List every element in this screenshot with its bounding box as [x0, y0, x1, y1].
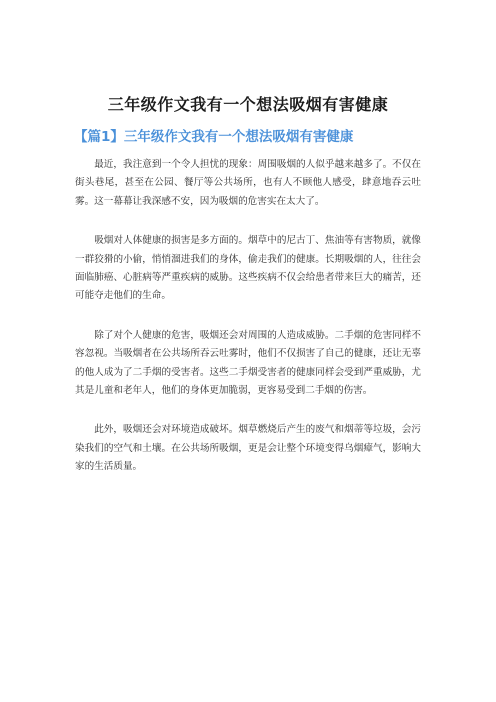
paragraph: 除了对个人健康的危害，吸烟还会对周围的人造成威胁。二手烟的危害同样不容忽视。当吸烟者在公共场所吞云吐雾时，他们不仅损害了自己的健康，还让无辜的他人成为了二手烟的受害者。这些二手烟受害者的健康同样会受到严重威胁，尤其是儿童和老年人，他们的身体更加脆弱，更容易受到二手烟的伤害。 [75, 329, 421, 397]
section-heading [74, 125, 353, 145]
paragraph: 最近，我注意到一个令人担忧的现象：周围吸烟的人似乎越来越多了。不仅在街头巷尾，甚至在公园、餐厅等公共场所，也有人不顾他人感受，肆意地吞云吐雾。这一幕幕让我深感不安，因为吸烟的危害实在太大了。 [75, 159, 421, 207]
paragraph: 此外，吸烟还会对环境造成破坏。烟草燃烧后产生的废气和烟蒂等垃圾，会污染我们的空气和土壤。在公共场所吸烟，更是会让整个环境变得乌烟瘴气，影响大家的生活质量。 [75, 424, 421, 473]
section-heading-text: 三年级作文我有一个想法吸烟有害健康 [123, 129, 354, 145]
section-tag: 【篇1】 [74, 129, 124, 145]
document-body [75, 156, 421, 498]
document-title: 三年级作文我有一个想法吸烟有害健康 [107, 95, 389, 114]
paragraph: 吸烟对人体健康的损害是多方面的。烟草中的尼古丁、焦油等有害物质，就像一群狡猾的小偷，悄悄溜进我们的身体，偷走我们的健康。长期吸烟的人，往往会面临肺癌、心脏病等严重疾病的威胁。这些疾病不仅会给患者带来巨大的痛苦，还可能夺走他们的生命。 [75, 235, 421, 302]
